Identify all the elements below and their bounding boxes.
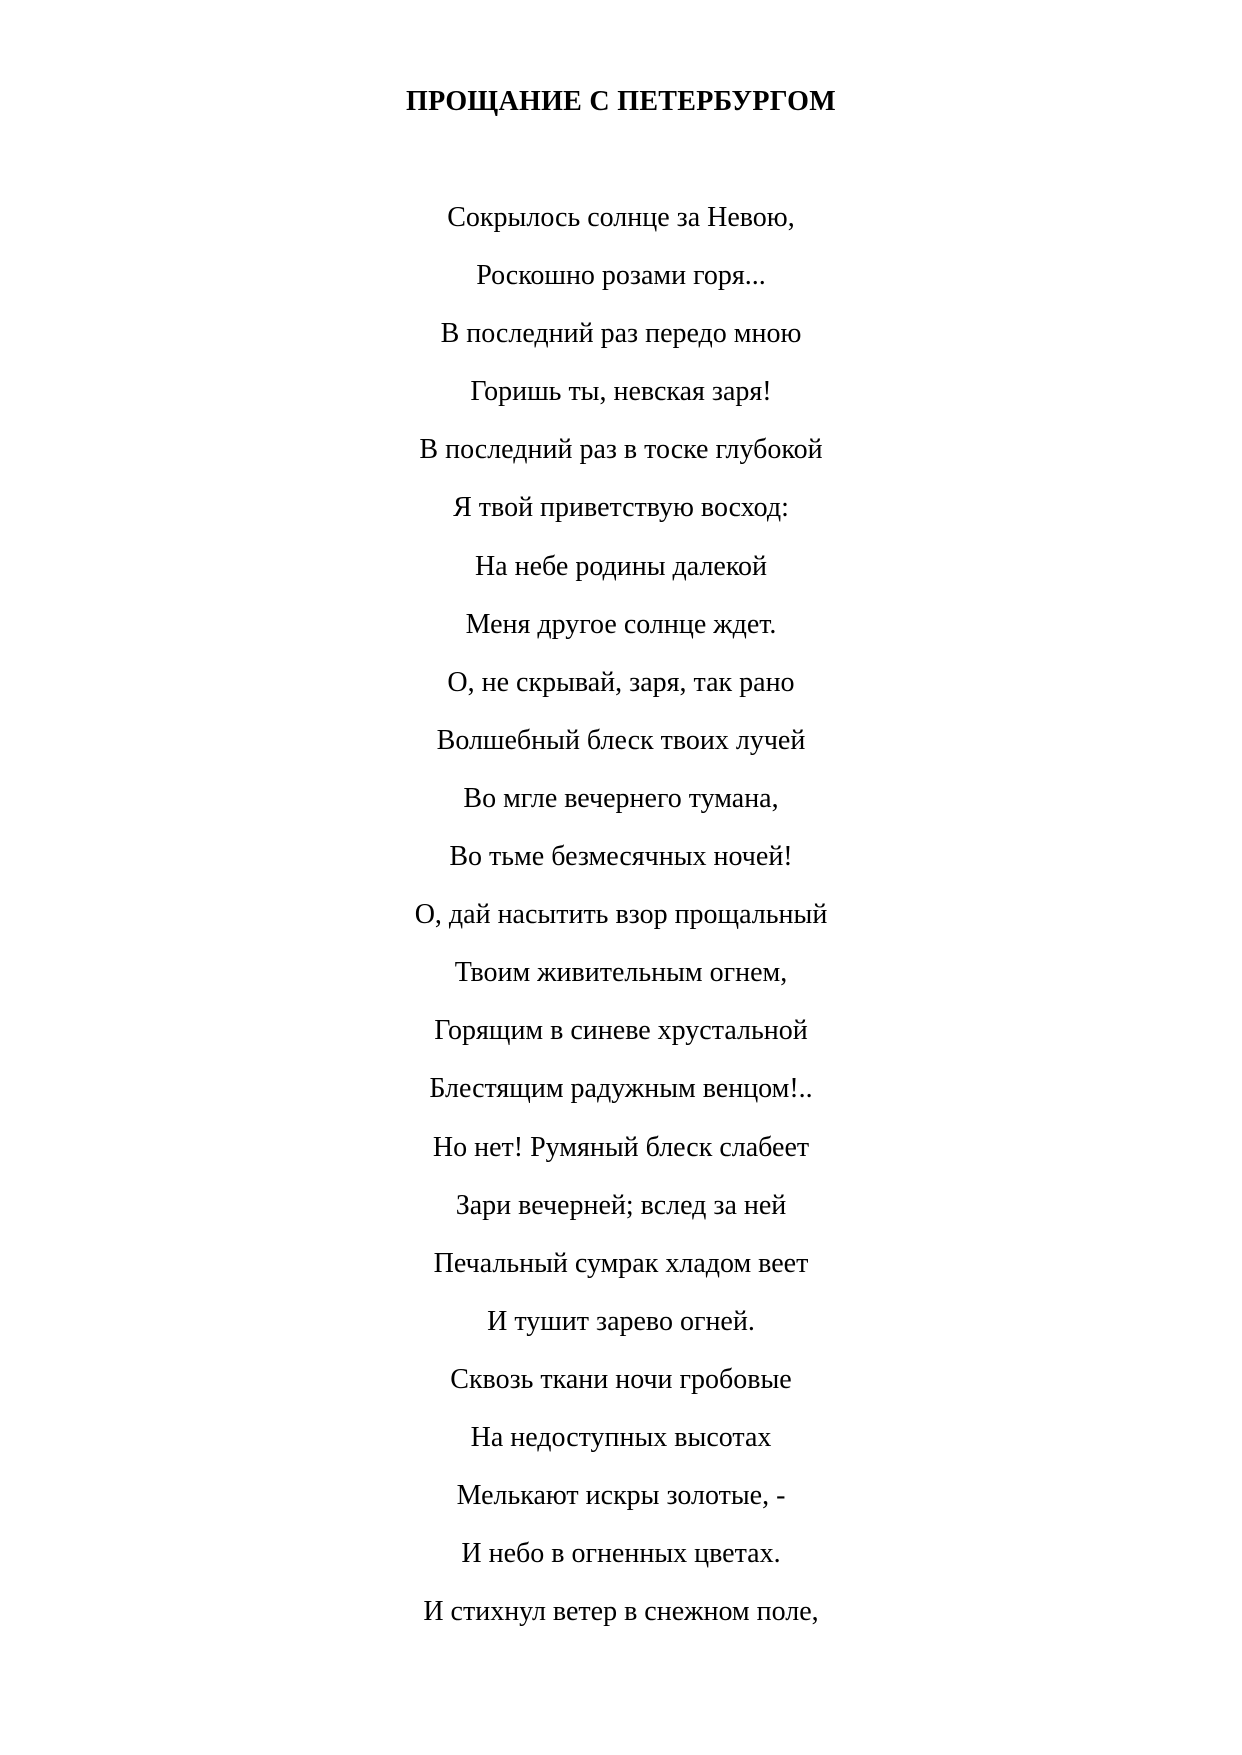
poem-line: Я твой приветствую восход:: [453, 492, 789, 524]
poem-line: Горящим в синеве хрустальной: [434, 1015, 808, 1047]
poem-line: В последний раз передо мною: [440, 318, 802, 350]
poem-line: О, не скрывай, заря, так рано: [447, 666, 795, 698]
poem-line: Печальный сумрак хладом веет: [433, 1247, 809, 1279]
poem-line: Горишь ты, невская заря!: [470, 376, 772, 408]
poem-line: Зари вечерней; вслед за ней: [455, 1189, 787, 1221]
poem-line: Во мгле вечернего тумана,: [463, 782, 779, 814]
poem-line: Мелькают искры золотые, -: [456, 1480, 786, 1512]
poem-line: Но нет! Румяный блеск слабеет: [432, 1131, 810, 1163]
poem-line: Блестящим радужным венцом!..: [429, 1073, 813, 1105]
poem-title: ПРОЩАНИЕ С ПЕТЕРБУРГОМ: [406, 86, 836, 117]
poem-line: И тушит зарево огней.: [487, 1305, 755, 1337]
poem-line: Волшебный блеск твоих лучей: [436, 724, 806, 756]
poem-line: Роскошно розами горя...: [476, 260, 766, 292]
poem-line: Твоим живительным огнем,: [454, 957, 788, 989]
poem-line: В последний раз в тоске глубокой: [419, 434, 823, 466]
poem-line: И небо в огненных цветах.: [461, 1538, 781, 1570]
poem-line: О, дай насытить взор прощальный: [414, 899, 828, 931]
poem-line: Во тьме безмесячных ночей!: [449, 841, 793, 873]
poem-line: Меня другое солнце ждет.: [465, 608, 777, 640]
poem-body: [0, 200, 1242, 1652]
poem-line: На недоступных высотах: [470, 1421, 772, 1453]
poem-line: И стихнул ветер в снежном поле,: [423, 1596, 819, 1628]
poem-line: На небе родины далекой: [474, 550, 768, 582]
poem-line: Сокрылось солнце за Невою,: [447, 202, 795, 233]
poem-line: Сквозь ткани ночи гробовые: [450, 1363, 792, 1395]
